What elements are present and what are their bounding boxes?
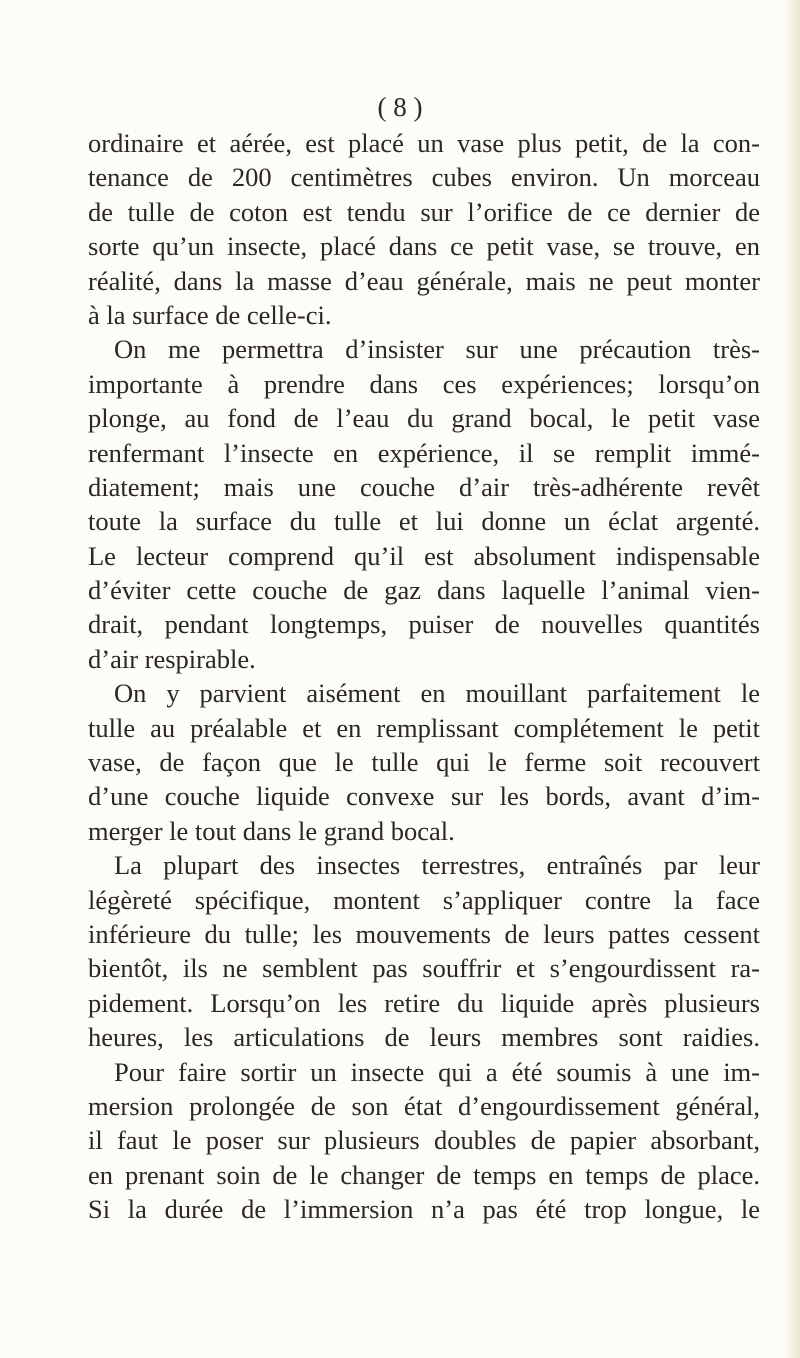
- text-line: sorte qu’un insecte, placé dans ce petit vase, se trouve, en: [88, 231, 760, 262]
- text-line: renfermant l’insecte en expérience, il se remplit immé-: [88, 437, 760, 468]
- text-line: heures, les articulations de leurs membres sont raidies.: [88, 1022, 760, 1053]
- text-line: Le lecteur comprend qu’il est absolument indispensable: [88, 540, 760, 571]
- text-line: mersion prolongée de son état d’engourdissement général,: [88, 1090, 760, 1121]
- text-line: en prenant soin de le changer de temps en temps de place.: [88, 1159, 760, 1190]
- text-line: ordinaire et aérée, est placé un vase plus petit, de la con-: [88, 128, 760, 158]
- text-line: toute la surface du tulle et lui donne un éclat argenté.: [88, 506, 760, 537]
- text-line: d’éviter cette couche de gaz dans laquelle l’animal vien-: [88, 575, 760, 606]
- page-number: ( 8 ): [377, 92, 423, 122]
- text-line: bientôt, ils ne semblent pas souffrir et s’engourdissent ra-: [88, 953, 760, 984]
- text-line: d’une couche liquide convexe sur les bords, avant d’im-: [88, 781, 760, 812]
- text-line: tenance de 200 centimètres cubes environ. Un morceau: [88, 162, 760, 193]
- text-line: merger le tout dans le grand bocal.: [88, 815, 455, 846]
- text-line: Pour faire sortir un insecte qui a été soumis à une im-: [114, 1056, 760, 1087]
- text-line: drait, pendant longtemps, puiser de nouvelles quantités: [88, 609, 760, 640]
- text-line: réalité, dans la masse d’eau générale, mais ne peut monter: [88, 265, 760, 296]
- text-line: importante à prendre dans ces expériences; lorsqu’on: [88, 368, 760, 399]
- text-line: On y parvient aisément en mouillant parfaitement le: [114, 678, 760, 709]
- text-line: tulle au préalable et en remplissant complétement le petit: [88, 712, 760, 743]
- text-line: diatement; mais une couche d’air très-adhérente revêt: [88, 471, 760, 502]
- text-line: inférieure du tulle; les mouvements de leurs pattes cessent: [88, 918, 760, 949]
- text-line: La plupart des insectes terrestres, entraînés par leur: [114, 850, 760, 881]
- text-line: plonge, au fond de l’eau du grand bocal, le petit vase: [88, 403, 760, 434]
- text-line: pidement. Lorsqu’on les retire du liquide après plusieurs: [88, 987, 760, 1018]
- text-line: légèreté spécifique, montent s’appliquer contre la face: [88, 884, 760, 915]
- text-line: Si la durée de l’immersion n’a pas été trop longue, le: [88, 1194, 760, 1225]
- text-line: de tulle de coton est tendu sur l’orifice de ce dernier de: [88, 196, 760, 227]
- body-text: [88, 126, 760, 1227]
- text-line: d’air respirable.: [88, 643, 256, 674]
- text-line: il faut le poser sur plusieurs doubles de papier absorbant,: [88, 1125, 760, 1156]
- text-line: à la surface de celle-ci.: [88, 299, 332, 330]
- page-edge-shading: [786, 0, 800, 1358]
- text-line: vase, de façon que le tulle qui le ferme soit recouvert: [88, 747, 760, 778]
- text-line: On me permettra d’insister sur une précaution très-: [114, 334, 760, 365]
